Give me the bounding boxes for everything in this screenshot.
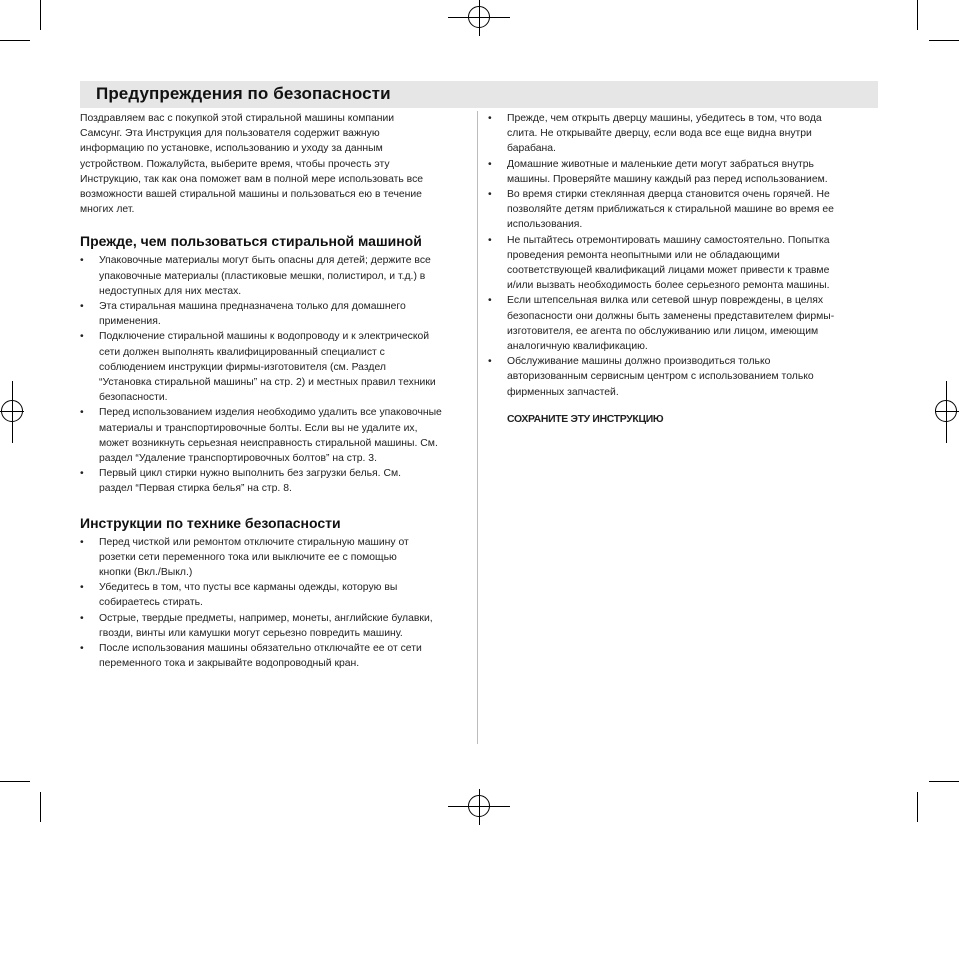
bullet-list-before-use — [80, 253, 472, 496]
bullet-icon: • — [80, 468, 84, 480]
bullet-list-continued — [488, 111, 880, 400]
list-item-text: Если штепсельная вилка или сетевой шнур повреждены, в целях безопасности они должны быть заменены представителем фирмы- изготовителя, ее агента по обслуживанию или лицом, имеющим аналогичную квалификацию. — [507, 295, 835, 353]
list-item — [80, 405, 472, 466]
section-heading-before-use: Прежде, чем пользоваться стиральной машиной — [80, 233, 422, 250]
bullet-icon: • — [80, 582, 84, 594]
crop-mark — [929, 40, 959, 41]
bullet-icon: • — [80, 301, 84, 313]
list-item — [80, 329, 472, 405]
bullet-icon: • — [488, 356, 492, 368]
list-item — [488, 111, 880, 157]
list-item-text: Убедитесь в том, что пусты все карманы одежды, которую вы собираетесь стирать. — [99, 582, 398, 609]
section-heading-safety: Инструкции по технике безопасности — [80, 514, 341, 531]
bullet-icon: • — [80, 331, 84, 343]
list-item — [80, 580, 472, 610]
list-item-text: Острые, твердые предметы, например, монеты, английские булавки, гвозди, винты или камушки могут серьезно повредить машину. — [99, 612, 433, 639]
crop-mark — [917, 792, 918, 822]
left-column — [80, 111, 472, 672]
list-item — [80, 611, 472, 641]
list-item — [80, 641, 472, 671]
crop-mark — [40, 0, 41, 30]
list-item-text: Не пытайтесь отремонтировать машину самостоятельно. Попытка проведения ремонта неопытными или не обладающими соответствующей квалификаций лицами может привести к травме и/или вызвать необходимость более серьезного ремонта машины. — [507, 234, 830, 292]
list-item-text: Обслуживание машины должно производиться только авторизованным сервисным центром с использованием только фирменных запчастей. — [507, 356, 814, 398]
list-item-text: Перед использованием изделия необходимо удалить все упаковочные материалы и транспортировочные болты. Если вы не удалите их, может возникнуть серьезная неисправность стиральной машины. См. раздел “Удаление транспортировочных болтов” на стр. 3. — [99, 407, 442, 465]
crop-mark — [0, 781, 30, 782]
list-item — [80, 253, 472, 299]
column-divider — [477, 111, 478, 744]
save-instructions-notice: СОХРАНИТЕ ЭТУ ИНСТРУКЦИЮ — [507, 413, 664, 425]
crop-mark — [929, 781, 959, 782]
list-item — [80, 299, 472, 329]
list-item-text: После использования машины обязательно отключайте ее от сети переменного тока и закрывайте водопроводный кран. — [99, 643, 422, 670]
title-bar — [80, 81, 878, 108]
bullet-icon: • — [488, 189, 492, 201]
right-column — [488, 111, 880, 427]
crop-mark — [917, 0, 918, 30]
bullet-icon: • — [80, 643, 84, 655]
list-item-text: Первый цикл стирки нужно выполнить без загрузки белья. См. раздел “Первая стирка белья” на стр. 8. — [99, 468, 401, 495]
bullet-icon: • — [488, 113, 492, 124]
bullet-icon: • — [80, 536, 84, 548]
list-item — [488, 293, 880, 354]
list-item-text: Домашние животные и маленькие дети могут забраться внутрь машины. Проверяйте машину каждый раз перед использованием. — [507, 158, 828, 185]
crop-mark — [40, 792, 41, 822]
bullet-icon: • — [80, 255, 84, 267]
list-item — [488, 233, 880, 294]
list-item-text: Прежде, чем открыть дверцу машины, убедитесь в том, что вода слита. Не открывайте дверцу, если вода все еще видна внутри барабана. — [507, 113, 822, 155]
intro-paragraph: Поздравляем вас с покупкой этой стиральной машины компании Самсунг. Эта Инструкция для пользователя содержит важную информацию по установке, использованию и уходу за данным устройством. Пожалуйста, выберите время, чтобы прочесть эту Инструкцию, так как она поможет вам в полной мере использовать все возможности вашей стиральной машины и пользоваться ею в течение многих лет. — [80, 113, 424, 216]
bullet-icon: • — [80, 612, 84, 624]
list-item — [488, 187, 880, 233]
list-item — [80, 535, 472, 581]
page-title: Предупреждения по безопасности — [96, 84, 391, 103]
bullet-icon: • — [80, 407, 84, 419]
list-item-text: Подключение стиральной машины к водопроводу и к электрической сети должен выполнять квалифицированный специалист с соблюдением инструкции фирмы-изготовителя (см. Раздел “Установка стиральной машины” на стр. 2) и местных правил техники безопасности. — [99, 331, 436, 404]
bullet-icon: • — [488, 295, 492, 307]
list-item — [488, 354, 880, 400]
bullet-list-safety — [80, 535, 472, 672]
list-item — [488, 157, 880, 187]
bullet-icon: • — [488, 158, 492, 170]
list-item-text: Упаковочные материалы могут быть опасны для детей; держите все упаковочные материалы (пластиковые мешки, полистирол, и т.д.) в недоступных для них местах. — [99, 255, 431, 297]
list-item-text: Эта стиральная машина предназначена только для домашнего применения. — [99, 301, 406, 328]
list-item-text: Перед чисткой или ремонтом отключите стиральную машину от розетки сети переменного тока или выключите ее с помощью кнопки (Вкл./Выкл.) — [99, 536, 409, 579]
bullet-icon: • — [488, 234, 492, 246]
list-item-text: Во время стирки стеклянная дверца становится очень горячей. Не позволяйте детям приближаться к стиральной машине во время ее использования. — [507, 189, 834, 231]
crop-mark — [0, 40, 30, 41]
list-item — [80, 466, 472, 496]
